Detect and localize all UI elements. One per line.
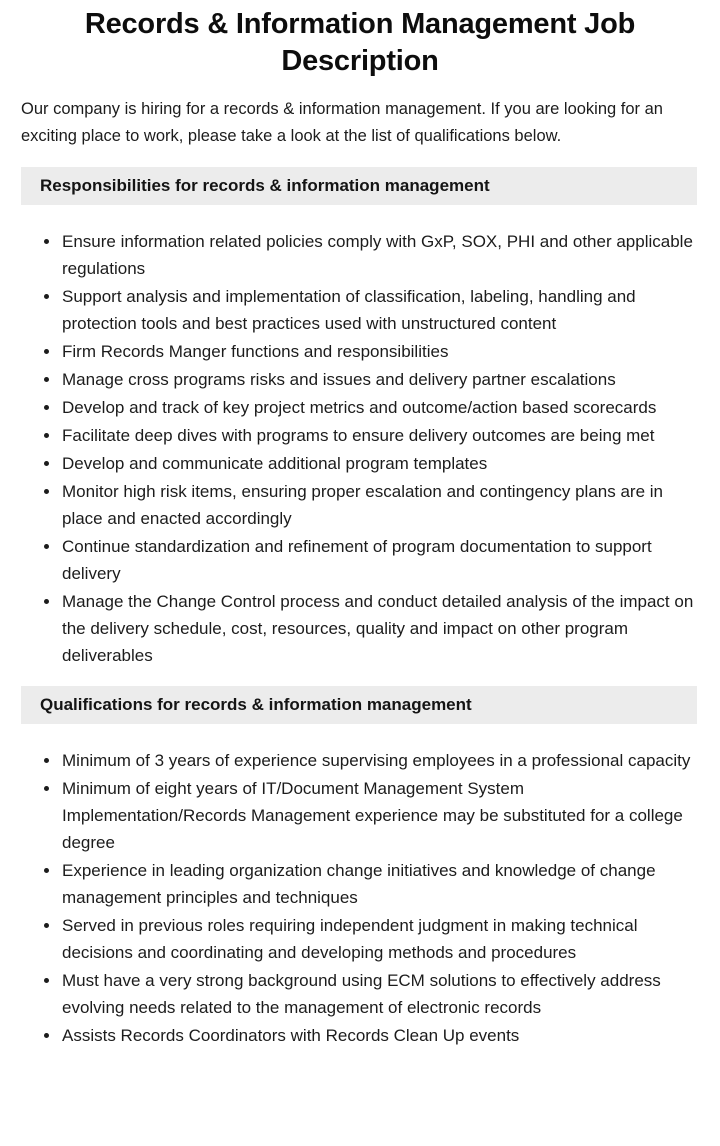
list-item: • Manage the Change Control process and conduct detailed analysis of the impact on the delivery schedule, cost, resources, quality and impact on other program deliverables [61,588,700,669]
list-item: • Develop and communicate additional program templates [61,450,700,477]
list-item: • Facilitate deep dives with programs to ensure delivery outcomes are being met [61,422,700,449]
intro-paragraph: Our company is hiring for a records & information management. If you are looking for an exciting place to work, please take a look at the list of qualifications below. [21,100,663,145]
list-item: • Minimum of 3 years of experience supervising employees in a professional capacity [61,747,700,774]
section-responsibilities [0,167,720,669]
page-title: Records & Information Management Job Description [84,8,636,77]
list-item: • Ensure information related policies comply with GxP, SOX, PHI and other applicable regulations [61,228,700,282]
list-item: • Served in previous roles requiring independent judgment in making technical decisions and coordinating and developing methods and procedures [61,912,700,966]
list-item: • Experience in leading organization change initiatives and knowledge of change management principles and techniques [61,857,700,911]
list-item: • Support analysis and implementation of classification, labeling, handling and protection tools and best practices used with unstructured content [61,283,700,337]
section-heading-responsibilities: Responsibilities for records & information management [21,167,697,205]
list-item: • Manage cross programs risks and issues and delivery partner escalations [61,366,700,393]
responsibilities-list [21,228,700,669]
list-item: • Assists Records Coordinators with Records Clean Up events [61,1022,700,1049]
section-heading-qualifications: Qualifications for records & information management [21,686,697,724]
section-qualifications [0,686,720,1049]
list-item: • Firm Records Manger functions and responsibilities [61,338,700,365]
list-item: • Continue standardization and refinement of program documentation to support delivery [61,533,700,587]
list-item: • Must have a very strong background using ECM solutions to effectively address evolving needs related to the management of electronic records [61,967,700,1021]
list-item: • Develop and track of key project metrics and outcome/action based scorecards [61,394,700,421]
qualifications-list [21,747,700,1049]
list-item: • Monitor high risk items, ensuring proper escalation and contingency plans are in place and enacted accordingly [61,478,700,532]
list-item: • Minimum of eight years of IT/Document Management System Implementation/Records Management experience may be substituted for a college degree [61,775,700,856]
